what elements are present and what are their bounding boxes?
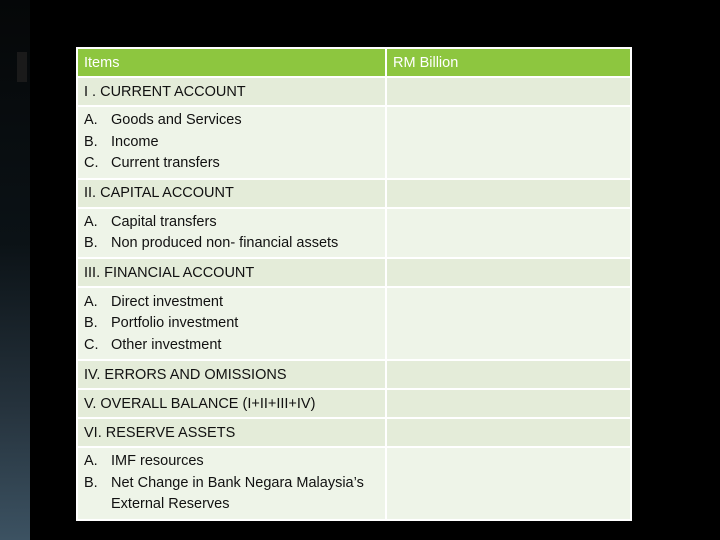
section-label: I . CURRENT ACCOUNT <box>84 83 246 100</box>
sub-item-text: Non produced non- financial assets <box>111 235 339 252</box>
section-label: III. FINANCIAL ACCOUNT <box>84 264 255 281</box>
item-cell <box>78 78 385 105</box>
decorative-accent-red <box>20 356 24 372</box>
table-body <box>78 78 630 519</box>
value-cell <box>387 390 630 417</box>
value-cell <box>387 419 630 446</box>
sub-item <box>84 132 379 154</box>
sub-item-letter: B. <box>84 133 98 150</box>
sub-item-text: Goods and Services <box>111 112 242 129</box>
sub-item <box>84 335 379 357</box>
sub-item-letter: B. <box>84 235 98 252</box>
sub-item <box>84 313 379 335</box>
value-cell <box>387 361 630 388</box>
item-cell <box>78 361 385 388</box>
value-cell <box>387 107 630 178</box>
table-section-row <box>78 390 630 417</box>
table-section-row <box>78 78 630 105</box>
sub-item-text: Other investment <box>111 336 222 353</box>
sub-item <box>84 473 379 516</box>
table-section-row <box>78 180 630 207</box>
sub-item-text: Capital transfers <box>111 213 217 230</box>
sub-item-letter: A. <box>84 112 98 129</box>
decorative-accent-yellow <box>20 376 24 398</box>
section-label: IV. ERRORS AND OMISSIONS <box>84 366 287 383</box>
sub-item <box>84 110 379 132</box>
header-rm-billion: RM Billion <box>387 49 630 76</box>
sub-item-letter: A. <box>84 453 98 470</box>
item-cell <box>78 209 385 258</box>
sub-item-letter: A. <box>84 213 98 230</box>
section-label: II. CAPITAL ACCOUNT <box>84 185 234 202</box>
sub-item-letter: B. <box>84 315 98 332</box>
table-header-row <box>78 49 630 76</box>
table-section-row <box>78 419 630 446</box>
sub-item <box>84 292 379 314</box>
table-section-row <box>78 361 630 388</box>
sub-item-text: Income <box>111 133 159 150</box>
table-item-row <box>78 107 630 178</box>
item-cell <box>78 448 385 519</box>
sub-item <box>84 451 379 473</box>
sub-item-letter: C. <box>84 336 99 353</box>
section-label: V. OVERALL BALANCE (I+II+III+IV) <box>84 395 316 412</box>
sub-item-text: Current transfers <box>111 155 220 172</box>
sub-item-letter: B. <box>84 474 98 491</box>
sub-item-text: Direct investment <box>111 293 224 310</box>
sub-item <box>84 153 379 175</box>
value-cell <box>387 448 630 519</box>
sub-item-letter: C. <box>84 155 99 172</box>
header-items: Items <box>78 49 385 76</box>
item-cell <box>78 107 385 178</box>
decorative-bar <box>17 52 27 82</box>
value-cell <box>387 180 630 207</box>
item-cell <box>78 419 385 446</box>
decorative-accent-gray <box>20 426 24 444</box>
table-item-row <box>78 448 630 519</box>
item-cell <box>78 390 385 417</box>
table-item-row <box>78 209 630 258</box>
sub-item <box>84 233 379 255</box>
item-cell <box>78 259 385 286</box>
sub-item-text: Portfolio investment <box>111 315 239 332</box>
slide-left-strip <box>0 0 30 540</box>
decorative-accent-blue <box>20 402 24 422</box>
value-cell <box>387 78 630 105</box>
section-label: VI. RESERVE ASSETS <box>84 424 236 441</box>
value-cell <box>387 288 630 359</box>
sub-item <box>84 212 379 234</box>
item-cell <box>78 288 385 359</box>
sub-item-letter: A. <box>84 293 98 310</box>
table-item-row <box>78 288 630 359</box>
table-section-row <box>78 259 630 286</box>
balance-of-payments-table <box>76 47 632 521</box>
item-cell <box>78 180 385 207</box>
sub-item-text: IMF resources <box>111 453 204 470</box>
value-cell <box>387 209 630 258</box>
value-cell <box>387 259 630 286</box>
sub-item-text: Net Change in Bank Negara Malaysia’s External Reserves <box>111 474 364 513</box>
